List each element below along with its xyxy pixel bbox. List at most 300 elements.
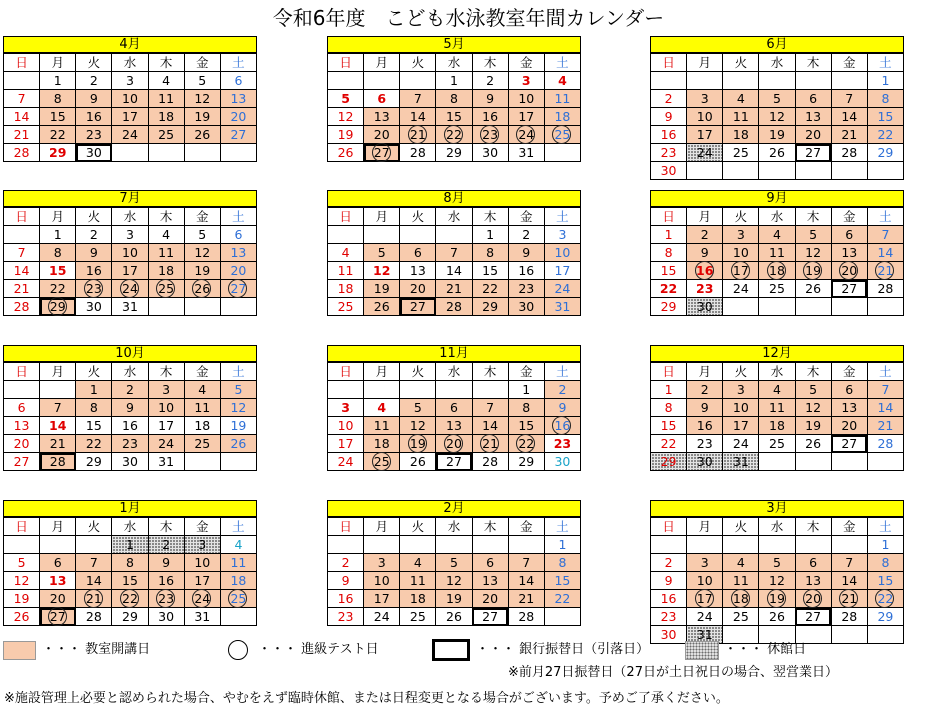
day-cell <box>831 226 867 244</box>
day-number: 7 <box>17 244 26 260</box>
week-row <box>4 90 257 108</box>
day-cell <box>831 608 867 626</box>
day-cell <box>40 90 76 108</box>
month-table <box>650 362 904 471</box>
day-number: 26 <box>769 608 785 624</box>
day-cell <box>328 226 364 244</box>
day-cell <box>723 435 759 453</box>
day-number: 21 <box>841 590 858 606</box>
day-cell <box>795 162 831 180</box>
day-cell <box>472 298 508 316</box>
day-cell <box>687 590 723 608</box>
week-row <box>651 144 904 162</box>
weekday-label: 月 <box>51 208 64 224</box>
day-cell <box>148 244 184 262</box>
day-cell <box>184 554 220 572</box>
weekday-cell <box>148 363 184 381</box>
day-number: 18 <box>373 435 390 451</box>
day-number: 7 <box>89 554 98 570</box>
day-cell <box>508 536 544 554</box>
weekday-label: 土 <box>556 208 569 224</box>
day-number: 27 <box>482 608 499 624</box>
day-cell <box>148 108 184 126</box>
day-cell <box>220 435 256 453</box>
day-number: 31 <box>518 144 535 160</box>
month-header: 7月 <box>3 190 257 207</box>
weekday-label: 火 <box>411 208 425 224</box>
day-cell <box>328 381 364 399</box>
day-number: 6 <box>377 90 387 106</box>
day-cell <box>687 453 723 471</box>
day-number: 20 <box>13 435 30 451</box>
weekday-row <box>4 54 257 72</box>
day-number: 3 <box>736 381 745 397</box>
weekday-label: 木 <box>806 363 820 379</box>
day-cell <box>795 453 831 471</box>
day-cell <box>687 90 723 108</box>
day-cell <box>4 381 40 399</box>
day-number: 21 <box>13 126 30 142</box>
day-cell <box>759 162 795 180</box>
day-cell <box>40 126 76 144</box>
day-cell <box>112 435 148 453</box>
weekday-label: 金 <box>843 518 856 534</box>
day-cell <box>544 536 580 554</box>
day-number: 18 <box>769 417 785 433</box>
day-number: 12 <box>805 244 822 260</box>
day-number: 6 <box>53 554 62 570</box>
weekday-cell <box>472 518 508 536</box>
day-number: 11 <box>194 399 211 415</box>
week-row <box>328 226 581 244</box>
day-number: 1 <box>126 536 134 552</box>
day-number: 24 <box>158 435 175 451</box>
day-number: 27 <box>230 126 247 142</box>
month-table <box>327 207 581 316</box>
day-number: 1 <box>89 381 98 397</box>
day-number: 22 <box>446 126 462 142</box>
day-number: 25 <box>158 126 175 142</box>
day-cell <box>364 417 400 435</box>
day-cell <box>76 554 112 572</box>
day-number: 16 <box>518 262 535 278</box>
day-number: 9 <box>486 90 495 106</box>
day-number: 27 <box>805 144 822 160</box>
day-cell <box>400 572 436 590</box>
weekday-cell <box>364 208 400 226</box>
day-cell <box>651 226 687 244</box>
week-row <box>4 536 257 554</box>
day-number: 23 <box>660 608 677 624</box>
day-cell <box>795 435 831 453</box>
day-cell <box>40 572 76 590</box>
weekday-label: 金 <box>843 363 856 379</box>
day-cell <box>723 399 759 417</box>
day-number: 10 <box>696 108 713 124</box>
day-cell <box>687 298 723 316</box>
day-cell <box>723 381 759 399</box>
day-number: 16 <box>660 590 677 606</box>
month-table <box>650 517 904 644</box>
day-number: 5 <box>17 554 26 570</box>
day-cell <box>220 90 256 108</box>
day-number: 19 <box>194 262 211 278</box>
week-row <box>4 126 257 144</box>
weekday-cell <box>687 363 723 381</box>
day-cell <box>328 90 364 108</box>
weekday-cell <box>40 54 76 72</box>
day-number: 5 <box>234 381 243 397</box>
day-cell <box>184 226 220 244</box>
day-number: 25 <box>158 280 175 296</box>
day-cell <box>40 381 76 399</box>
day-cell <box>508 144 544 162</box>
day-number: 30 <box>518 298 535 314</box>
day-cell <box>220 108 256 126</box>
weekday-label: 日 <box>15 363 28 379</box>
day-cell <box>436 435 472 453</box>
day-number: 5 <box>413 399 422 415</box>
day-number: 20 <box>373 126 390 142</box>
day-cell <box>867 226 903 244</box>
day-cell <box>148 536 184 554</box>
weekday-cell <box>364 518 400 536</box>
weekday-label: 土 <box>556 54 569 70</box>
day-number: 15 <box>554 572 571 588</box>
weekday-cell <box>723 363 759 381</box>
day-cell <box>184 90 220 108</box>
day-cell <box>472 280 508 298</box>
day-cell <box>364 126 400 144</box>
week-row <box>651 280 904 298</box>
day-cell <box>4 108 40 126</box>
day-number: 1 <box>53 226 62 242</box>
day-cell <box>472 126 508 144</box>
day-cell <box>867 90 903 108</box>
day-cell <box>76 280 112 298</box>
day-number: 5 <box>809 381 818 397</box>
day-number: 4 <box>341 244 350 260</box>
weekday-cell <box>436 208 472 226</box>
day-number: 5 <box>450 554 458 570</box>
month-table <box>3 362 257 471</box>
weekday-label: 日 <box>15 208 28 224</box>
day-cell <box>544 590 580 608</box>
weekday-cell <box>759 363 795 381</box>
weekday-row <box>651 363 904 381</box>
day-number: 22 <box>49 280 66 296</box>
day-cell <box>831 126 867 144</box>
day-number: 20 <box>49 590 66 606</box>
day-cell <box>40 608 76 626</box>
weekday-cell <box>723 208 759 226</box>
day-cell <box>508 399 544 417</box>
weekday-label: 月 <box>375 363 388 379</box>
day-number: 28 <box>409 144 426 160</box>
day-cell <box>4 226 40 244</box>
day-number: 24 <box>194 590 211 606</box>
day-cell <box>328 72 364 90</box>
day-cell <box>759 435 795 453</box>
day-number: 7 <box>881 226 890 242</box>
day-number: 24 <box>122 280 138 296</box>
month-header: 11月 <box>327 345 581 362</box>
week-row <box>328 126 581 144</box>
day-cell <box>400 453 436 471</box>
day-number: 20 <box>446 435 462 451</box>
day-cell <box>651 554 687 572</box>
day-number: 15 <box>877 108 894 124</box>
weekday-label: 日 <box>339 54 352 70</box>
day-number: 2 <box>558 381 567 397</box>
day-cell <box>40 72 76 90</box>
week-row <box>328 108 581 126</box>
day-cell <box>759 226 795 244</box>
day-number: 3 <box>377 554 386 570</box>
day-cell <box>112 608 148 626</box>
day-cell <box>867 280 903 298</box>
day-number: 8 <box>53 90 62 106</box>
day-number: 8 <box>450 90 458 106</box>
day-cell <box>544 453 580 471</box>
day-cell <box>436 298 472 316</box>
day-number: 6 <box>234 72 243 88</box>
day-number: 2 <box>522 226 531 242</box>
weekday-label: 日 <box>339 363 352 379</box>
day-number: 15 <box>518 417 535 433</box>
weekday-cell <box>328 363 364 381</box>
day-number: 19 <box>194 108 211 124</box>
day-cell <box>4 399 40 417</box>
day-number: 3 <box>700 554 709 570</box>
day-cell <box>4 244 40 262</box>
day-number: 5 <box>809 226 818 242</box>
day-cell <box>831 572 867 590</box>
day-cell <box>687 572 723 590</box>
day-number: 24 <box>554 280 571 296</box>
day-cell <box>687 226 723 244</box>
day-number: 28 <box>841 144 858 160</box>
week-row <box>4 590 257 608</box>
day-cell <box>472 590 508 608</box>
month-calendar <box>327 190 581 316</box>
day-number: 2 <box>664 554 673 570</box>
day-number: 12 <box>769 572 785 588</box>
day-number: 9 <box>664 108 673 124</box>
day-number: 25 <box>554 126 571 142</box>
week-row <box>4 572 257 590</box>
day-cell <box>112 381 148 399</box>
day-cell <box>723 417 759 435</box>
week-row <box>4 608 257 626</box>
day-number: 22 <box>554 590 571 606</box>
day-number: 22 <box>482 280 499 296</box>
weekday-row <box>4 518 257 536</box>
day-cell <box>867 108 903 126</box>
lesson-day-swatch <box>3 641 36 660</box>
day-cell <box>364 226 400 244</box>
day-number: 14 <box>85 572 102 588</box>
weekday-label: 月 <box>375 518 388 534</box>
day-cell <box>364 590 400 608</box>
day-cell <box>544 108 580 126</box>
day-cell <box>76 244 112 262</box>
day-cell <box>723 144 759 162</box>
day-number: 22 <box>877 590 894 606</box>
day-number: 9 <box>700 244 709 260</box>
day-number: 6 <box>234 226 243 242</box>
day-cell <box>472 435 508 453</box>
day-number: 3 <box>198 536 207 552</box>
weekday-cell <box>328 518 364 536</box>
day-number: 25 <box>409 608 426 624</box>
weekday-cell <box>4 208 40 226</box>
day-number: 13 <box>805 108 822 124</box>
day-number: 15 <box>85 417 102 433</box>
week-row <box>651 381 904 399</box>
day-cell <box>472 244 508 262</box>
day-cell <box>831 262 867 280</box>
day-cell <box>795 108 831 126</box>
day-cell <box>544 298 580 316</box>
weekday-cell <box>184 54 220 72</box>
day-number: 7 <box>486 399 495 415</box>
day-number: 11 <box>769 399 785 415</box>
day-cell <box>328 108 364 126</box>
day-cell <box>867 435 903 453</box>
day-cell <box>508 108 544 126</box>
day-number: 9 <box>89 244 98 260</box>
day-number: 10 <box>122 90 138 106</box>
day-cell <box>364 608 400 626</box>
day-cell <box>400 244 436 262</box>
day-number: 13 <box>373 108 390 124</box>
day-cell <box>4 280 40 298</box>
day-cell <box>220 298 256 316</box>
week-row <box>4 244 257 262</box>
weekday-cell <box>4 518 40 536</box>
day-number: 15 <box>446 108 462 124</box>
day-number: 19 <box>409 435 426 451</box>
day-cell <box>184 536 220 554</box>
day-cell <box>831 399 867 417</box>
day-number: 13 <box>409 262 426 278</box>
day-cell <box>436 72 472 90</box>
day-number: 26 <box>409 453 426 469</box>
day-number: 15 <box>660 262 677 278</box>
weekday-label: 火 <box>411 363 425 379</box>
day-cell <box>328 435 364 453</box>
day-cell <box>544 554 580 572</box>
day-number: 17 <box>122 262 138 278</box>
day-number: 4 <box>198 381 207 397</box>
day-cell <box>4 298 40 316</box>
day-number: 31 <box>158 453 175 469</box>
day-number: 23 <box>553 435 572 451</box>
week-row <box>4 453 257 471</box>
weekday-label: 金 <box>520 54 533 70</box>
day-cell <box>759 126 795 144</box>
day-cell <box>328 536 364 554</box>
weekday-label: 日 <box>662 208 675 224</box>
day-cell <box>759 72 795 90</box>
day-cell <box>687 126 723 144</box>
day-cell <box>759 144 795 162</box>
day-cell <box>148 572 184 590</box>
day-cell <box>867 536 903 554</box>
day-number: 18 <box>230 572 247 588</box>
day-number: 9 <box>700 399 709 415</box>
day-cell <box>40 536 76 554</box>
day-number: 24 <box>696 144 713 160</box>
day-cell <box>831 417 867 435</box>
day-cell <box>400 417 436 435</box>
month-header: 12月 <box>650 345 904 362</box>
day-cell <box>472 108 508 126</box>
weekday-cell <box>508 54 544 72</box>
day-number: 7 <box>413 90 422 106</box>
weekday-cell <box>723 54 759 72</box>
day-number: 24 <box>518 126 535 142</box>
day-cell <box>4 262 40 280</box>
day-number: 26 <box>230 435 247 451</box>
day-cell <box>508 435 544 453</box>
day-number: 11 <box>158 90 175 106</box>
day-cell <box>148 280 184 298</box>
weekday-cell <box>472 363 508 381</box>
weekday-cell <box>40 208 76 226</box>
weekday-label: 金 <box>196 518 209 534</box>
day-cell <box>831 435 867 453</box>
weekday-cell <box>112 363 148 381</box>
day-number: 5 <box>773 90 781 106</box>
weekday-label: 火 <box>87 518 101 534</box>
day-cell <box>112 144 148 162</box>
day-cell <box>723 298 759 316</box>
weekday-cell <box>831 208 867 226</box>
day-cell <box>687 536 723 554</box>
week-row <box>328 554 581 572</box>
day-cell <box>220 72 256 90</box>
day-cell <box>831 144 867 162</box>
day-number: 3 <box>341 399 350 415</box>
month-calendar <box>3 190 257 316</box>
day-cell <box>364 381 400 399</box>
day-number: 28 <box>13 298 30 314</box>
day-cell <box>328 244 364 262</box>
day-number: 27 <box>841 435 858 451</box>
month-table <box>327 362 581 471</box>
day-cell <box>364 554 400 572</box>
day-number: 24 <box>122 126 138 142</box>
day-cell <box>76 144 112 162</box>
day-number: 2 <box>126 381 134 397</box>
week-row <box>651 72 904 90</box>
day-number: 15 <box>122 572 138 588</box>
day-cell <box>508 608 544 626</box>
day-number: 18 <box>554 108 571 124</box>
day-cell <box>867 417 903 435</box>
day-cell <box>436 453 472 471</box>
day-number: 5 <box>198 72 207 88</box>
day-cell <box>687 244 723 262</box>
day-cell <box>759 453 795 471</box>
day-number: 24 <box>732 435 749 451</box>
day-number: 8 <box>89 399 98 415</box>
day-number: 26 <box>13 608 30 624</box>
month-calendar <box>327 345 581 471</box>
week-row <box>4 280 257 298</box>
